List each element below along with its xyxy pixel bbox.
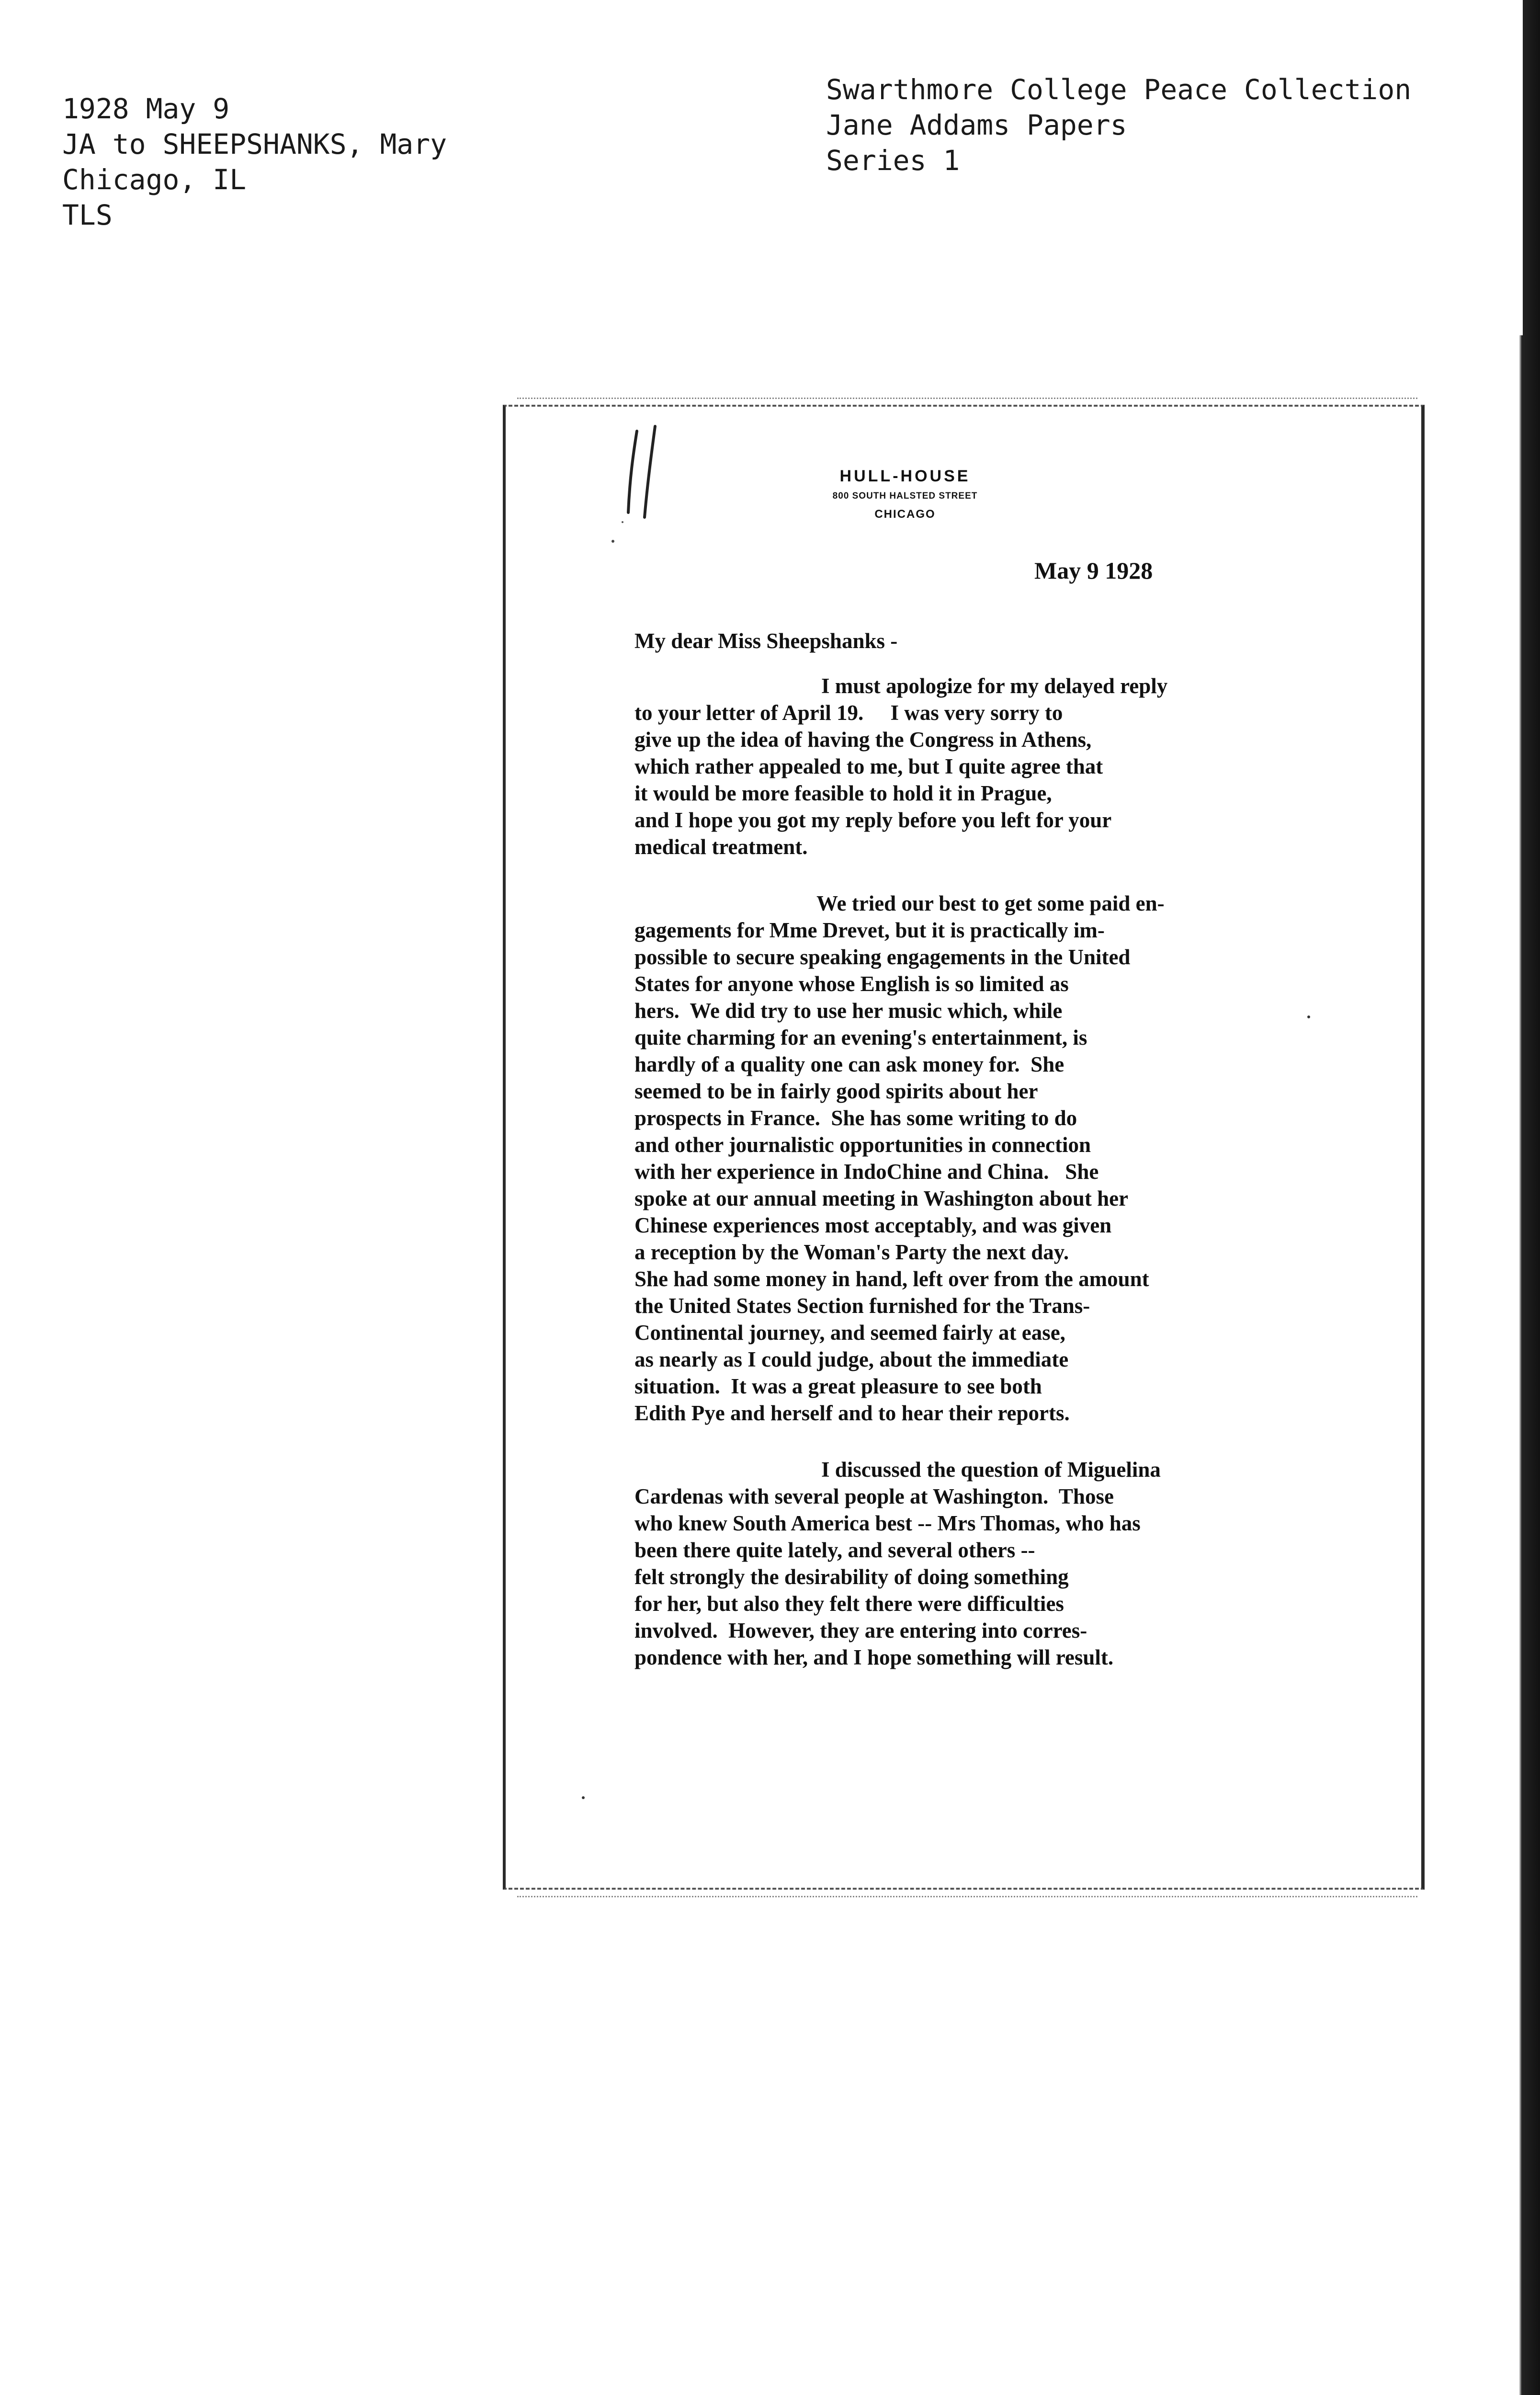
paragraph-line: involved. However, they are entering into corres- <box>634 1619 1087 1642</box>
salutation: My dear Miss Sheepshanks - <box>634 629 898 653</box>
paragraph-line: which rather appealed to me, but I quite agree that <box>634 754 1103 778</box>
citation-correspondents: JA to SHEEPSHANKS, Mary <box>62 128 447 160</box>
paragraph-line: seemed to be in fairly good spirits about her <box>634 1079 1038 1103</box>
letter-date: May 9 1928 <box>1034 557 1153 584</box>
series-label: Series 1 <box>826 144 960 177</box>
paragraph-line: States for anyone whose English is so limited as <box>634 972 1069 996</box>
letterhead-street: 800 SOUTH HALSTED STREET <box>832 491 978 501</box>
collection-name: Swarthmore College Peace Collection <box>826 73 1412 106</box>
paragraph-line: with her experience in IndoChine and China. She <box>634 1160 1099 1184</box>
paragraph-line: I discussed the question of Miguelina <box>821 1458 1161 1482</box>
citation-date: 1928 May 9 <box>62 92 230 125</box>
paragraph-3 <box>634 1456 1362 1671</box>
paragraph-line: hardly of a quality one can ask money for. She <box>634 1052 1064 1076</box>
paragraph-line: felt strongly the desirability of doing something <box>634 1565 1069 1589</box>
paragraph-line: for her, but also they felt there were difficulties <box>634 1592 1064 1616</box>
paragraph-line: She had some money in hand, left over from the amount <box>634 1267 1149 1291</box>
paragraph-line: the United States Section furnished for the Trans- <box>634 1294 1090 1318</box>
papers-name: Jane Addams Papers <box>826 109 1127 141</box>
paragraph-line: and other journalistic opportunities in connection <box>634 1133 1091 1157</box>
letterhead <box>804 465 1006 524</box>
paragraph-line: medical treatment. <box>634 835 808 859</box>
stray-dot <box>1307 1015 1310 1018</box>
citation-doc-type: TLS <box>62 199 113 231</box>
pen-marks-icon <box>603 422 680 565</box>
paragraph-line: possible to secure speaking engagements in the United <box>634 945 1131 969</box>
letter-body <box>634 627 1362 1700</box>
paragraph-line: been there quite lately, and several others -- <box>634 1538 1035 1562</box>
paragraph-line: give up the idea of having the Congress in Athens, <box>634 728 1092 752</box>
paragraph-line: as nearly as I could judge, about the immediate <box>634 1347 1069 1371</box>
paragraph-line: Cardenas with several people at Washington. Those <box>634 1484 1114 1508</box>
letterhead-city: CHICAGO <box>874 508 936 521</box>
letterhead-name: HULL-HOUSE <box>839 467 971 485</box>
archive-citation <box>62 91 447 233</box>
paragraph-line: a reception by the Woman's Party the next day. <box>634 1240 1069 1264</box>
paragraph-line: I must apologize for my delayed reply <box>821 674 1168 698</box>
paragraph-line: spoke at our annual meeting in Washington about her <box>634 1186 1129 1210</box>
scan-edge-notch <box>1516 0 1523 335</box>
paragraph-line: Chinese experiences most acceptably, and was given <box>634 1213 1112 1237</box>
scan-right-edge <box>1519 0 1540 2395</box>
sheet-bottom-edge <box>517 1896 1417 1899</box>
citation-place: Chicago, IL <box>62 163 247 196</box>
paragraph-line: it would be more feasible to hold it in Prague, <box>634 781 1052 805</box>
stray-dot <box>582 1796 585 1799</box>
paragraph-1 <box>634 673 1362 860</box>
paragraph-line: to your letter of April 19. I was very sorry to <box>634 701 1063 725</box>
sheet-top-edge <box>517 398 1417 401</box>
paragraph-line: and I hope you got my reply before you left for your <box>634 808 1112 832</box>
paragraph-line: gagements for Mme Drevet, but it is practically im- <box>634 918 1105 942</box>
paragraph-line: Edith Pye and herself and to hear their reports. <box>634 1401 1070 1425</box>
paragraph-line: situation. It was a great pleasure to see both <box>634 1374 1042 1398</box>
collection-header <box>826 72 1411 178</box>
paragraph-line: quite charming for an evening's entertainment, is <box>634 1026 1087 1049</box>
paragraph-line: prospects in France. She has some writing to do <box>634 1106 1077 1130</box>
paragraph-line: who knew South America best -- Mrs Thomas, who has <box>634 1511 1141 1535</box>
paragraph-line: hers. We did try to use her music which, while <box>634 999 1063 1023</box>
paragraph-2 <box>634 890 1362 1426</box>
paragraph-line: Continental journey, and seemed fairly at ease, <box>634 1321 1065 1345</box>
paragraph-line: We tried our best to get some paid en- <box>816 891 1165 915</box>
paragraph-line: pondence with her, and I hope something will result. <box>634 1645 1114 1669</box>
